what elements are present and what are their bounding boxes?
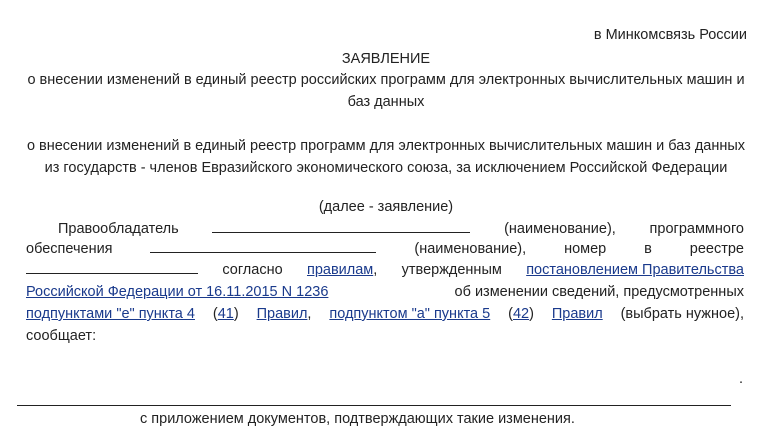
software-word: программного xyxy=(649,221,744,237)
addressee: в Минкомсвязь России xyxy=(593,27,747,43)
paren-close: ) xyxy=(233,306,239,322)
paren-open: ( xyxy=(508,306,513,322)
document-title: ЗАЯВЛЕНИЕ xyxy=(341,51,431,67)
name-hint: (наименование), xyxy=(504,221,616,237)
software-word-cont: обеспечения xyxy=(26,241,113,257)
rules-group xyxy=(307,259,377,281)
according-word: согласно xyxy=(222,262,283,278)
body-line-4 xyxy=(26,281,744,303)
body-line-5 xyxy=(26,303,744,325)
in-word: в xyxy=(644,241,652,257)
body-line-1 xyxy=(58,218,744,240)
document-subtitle-short-name: (далее - заявление) xyxy=(318,199,454,215)
rules-link-2[interactable]: Правил xyxy=(551,306,603,322)
number-word: номер xyxy=(564,241,607,257)
rules-link-1[interactable]: Правил xyxy=(256,306,308,322)
body-line-3 xyxy=(26,259,744,281)
ref-42-link[interactable]: 42 xyxy=(512,306,530,322)
subclause-a-clause-5-link[interactable]: подпунктом "а" пункта 5 xyxy=(329,306,491,322)
rightholder-name-blank[interactable] xyxy=(212,218,470,233)
paren-close: ) xyxy=(529,306,534,322)
ref-41-group xyxy=(213,303,239,325)
government-decree-link-cont[interactable]: Российской Федерации от 16.11.2015 N 1236 xyxy=(26,284,329,300)
attachments-text: с приложением документов, подтверждающих такие изменения. xyxy=(140,411,575,427)
rules-link-1-group xyxy=(257,303,312,325)
software-name-blank[interactable] xyxy=(150,238,376,253)
end-dot: . xyxy=(739,371,744,387)
ref-42-group xyxy=(508,303,534,325)
registry-word: реестре xyxy=(689,241,744,257)
choose-needed-text: (выбрать нужное), xyxy=(620,306,744,322)
comma: , xyxy=(373,262,378,278)
comma: , xyxy=(307,306,312,322)
document-subtitle-russian-registry: о внесении изменений в единый реестр российских программ для электронных вычислительных машин и баз данных xyxy=(27,72,745,110)
government-decree-link[interactable]: постановлением Правительства xyxy=(526,262,744,278)
registry-number-blank[interactable] xyxy=(26,259,198,274)
subclauses-e-clause-4-link[interactable]: подпунктами "е" пункта 4 xyxy=(26,306,195,322)
name-hint: (наименование), xyxy=(414,241,527,257)
rightholder-label: Правообладатель xyxy=(58,221,179,237)
rules-link[interactable]: правилам xyxy=(306,262,374,278)
paren-open: ( xyxy=(212,306,218,322)
changes-description-blank[interactable] xyxy=(17,405,731,406)
about-changes-text: об изменении сведений, предусмотренных xyxy=(454,284,744,300)
ref-41-link[interactable]: 41 xyxy=(217,306,234,322)
reports-word: сообщает: xyxy=(26,328,97,344)
body-line-2 xyxy=(26,238,744,260)
document-subtitle-eaeu-registry: о внесении изменений в единый реестр программ для электронных вычислительных машин и баз данных из государств - членов Евразийского экономического союза, за исключением Российской Федерации xyxy=(26,138,746,176)
approved-word: утвержденным xyxy=(401,262,502,278)
